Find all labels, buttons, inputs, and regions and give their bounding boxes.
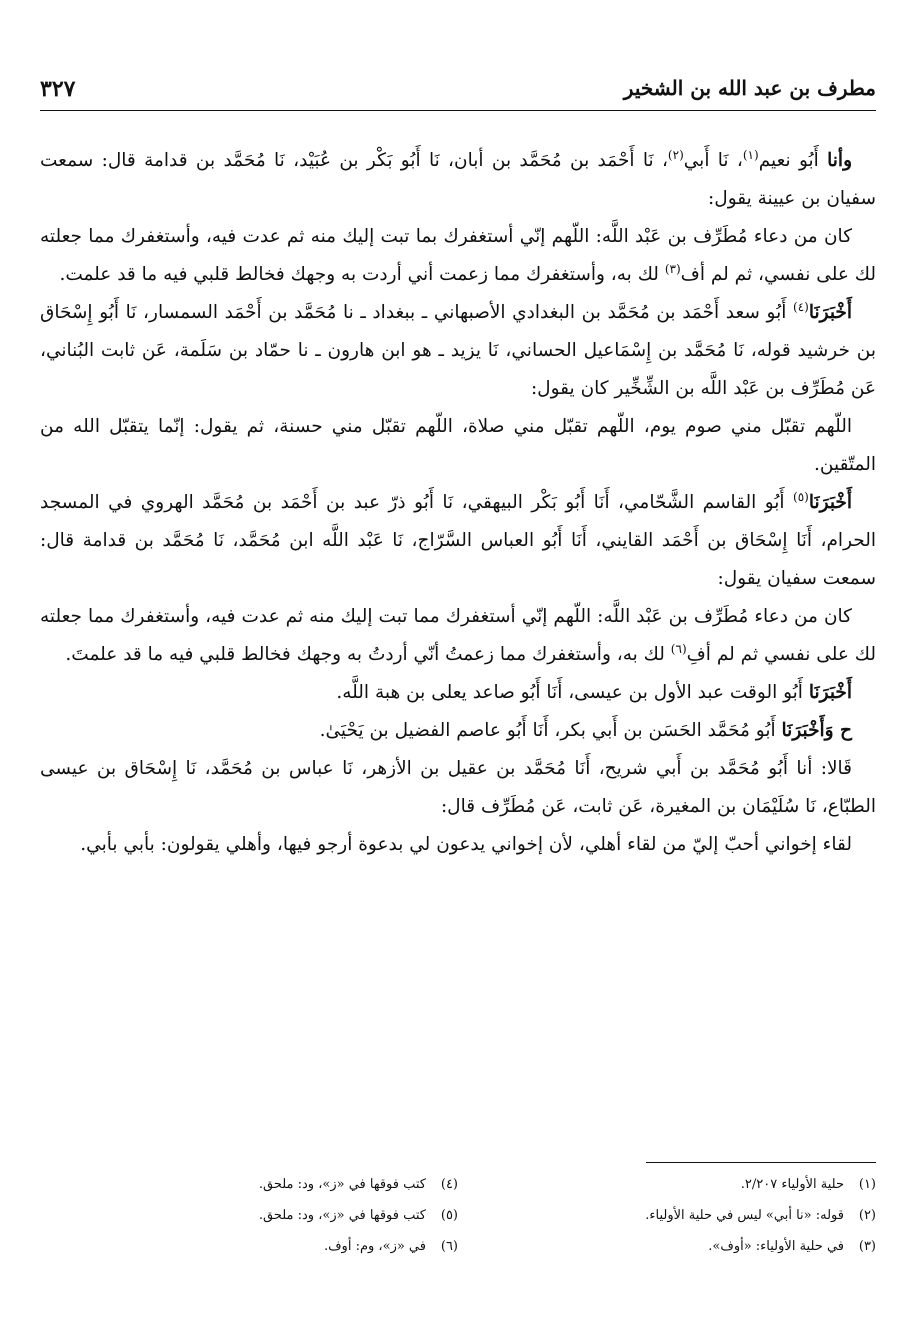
footnote bbox=[458, 1200, 876, 1231]
paragraph-text: لقاء إخواني أحبّ إليّ من لقاء أهلي، لأن إخواني يدعون لي بدعوة أرجو فيها، وأهلي يقولون: بأبي بأبي. bbox=[80, 834, 852, 855]
paragraph bbox=[40, 826, 876, 864]
footnote-text: حلية الأولياء ٢/٢٠٧. bbox=[740, 1177, 844, 1192]
paragraph bbox=[40, 218, 876, 294]
footnote bbox=[40, 1169, 458, 1200]
footnote-text: في «ز»، وم: أوف. bbox=[323, 1239, 426, 1254]
footnote-ref: (٥) bbox=[793, 489, 809, 504]
footnote bbox=[40, 1200, 458, 1231]
footnote-text: في حلية الأولياء: «أوف». bbox=[708, 1239, 844, 1254]
chain-keyword: ح وَأَخْبَرَنَا bbox=[781, 720, 852, 741]
paragraph bbox=[40, 484, 876, 598]
footnote-column-right bbox=[458, 1169, 876, 1262]
paragraph-text: أَبُو نعيم bbox=[758, 150, 828, 171]
paragraph bbox=[40, 598, 876, 674]
footnote-number: (١) bbox=[858, 1177, 876, 1192]
footnote bbox=[40, 1231, 458, 1262]
paragraph-text: كان من دعاء مُطَرِّف بن عَبْد اللَّه: اللّهم إنّي أستغفرك مما تبت إليك منه ثم عدت فيه، وأستغفرك مما جعلته لك على نفسي ثم لم أفِ bbox=[40, 606, 876, 665]
paragraph-text: اللّهم تقبّل مني صوم يوم، اللّهم تقبّل مني صلاة، اللّهم تقبّل مني حسنة، ثم يقول: إنّما يتقبّل الله من المتّقين. bbox=[40, 416, 876, 475]
paragraph-text: ، نَا أَبي bbox=[683, 150, 743, 171]
paragraph bbox=[40, 408, 876, 484]
footnote-number: (٦) bbox=[440, 1239, 458, 1254]
paragraph-text: أَبُو القاسم الشَّحّامي، أَنَا أَبُو بَكْر البيهقي، نَا أَبُو ذرّ عبد بن أَحْمَد بن مُحَمَّد الهروي في المسجد الحرام، أَنَا إِسْحَاق بن أَحْمَد القايني، أَنَا أَبُو العباس السَّرّاج، نَا عَبْد اللَّه ابن مُحَمَّد، نَا مُحَمَّد بن قدامة قال: سمعت سفيان يقول: bbox=[40, 492, 876, 589]
footnote bbox=[458, 1169, 876, 1200]
paragraph-text: أَبُو مُحَمَّد الحَسَن بن أَبي بكر، أَنَا أَبُو عاصم الفضيل بن يَحْيَىٰ. bbox=[319, 720, 782, 741]
footnote-number: (٤) bbox=[440, 1177, 458, 1192]
paragraph-text: أَبُو سعد أَحْمَد بن مُحَمَّد بن البغدادي الأصبهاني ـ ببغداد ـ نا مُحَمَّد بن أَحْمَد السمسار، نَا أَبُو إِسْحَاق بن خرشيد قوله، نَا مُحَمَّد بن إِسْمَاعيل الحساني، نَا يزيد ـ هو ابن هارون ـ نا حمّاد بن سَلَمة، عَن ثابت البُناني، عَن مُطَرِّف بن عَبْد اللَّه بن الشِّخِّير كان يقول: bbox=[40, 302, 876, 399]
paragraph-text: ، نَا أَحْمَد بن مُحَمَّد بن أبان، نَا أَبُو بَكْر بن عُبَيْد، نَا مُحَمَّد بن قدامة قال: سمعت سفيان بن عيينة يقول: bbox=[40, 150, 876, 209]
footnote-ref: (٤) bbox=[793, 299, 809, 314]
footnote-column-left bbox=[40, 1169, 458, 1262]
footnote bbox=[458, 1231, 876, 1262]
running-title: مطرف بن عبد الله بن الشخير bbox=[623, 76, 876, 100]
footnotes bbox=[40, 1162, 876, 1262]
main-text bbox=[40, 142, 876, 864]
page-header bbox=[40, 68, 876, 111]
paragraph-text: كان من دعاء مُطَرِّف بن عَبْد اللَّه: اللّهم إنّي أستغفرك بما تبت إليك منه ثم عدت فيه، وأستغفرك مما جعلته لك على نفسي، ثم لم أف bbox=[40, 226, 876, 285]
paragraph bbox=[40, 142, 876, 218]
footnote-number: (٢) bbox=[858, 1208, 876, 1223]
footnote-text: كتب فوقها في «ز»، ود: ملحق. bbox=[258, 1208, 426, 1223]
footnote-text: قوله: «نا أبي» ليس في حلية الأولياء. bbox=[645, 1208, 844, 1223]
paragraph-text: لك به، وأستغفرك مما زعمت أني أردت به وجهك فخالط قلبي فيه ما قد علمت. bbox=[59, 264, 665, 285]
footnote-ref: (١) bbox=[742, 147, 759, 162]
paragraph bbox=[40, 674, 876, 712]
paragraph-text: لك به، وأستغفرك مما زعمتُ أنّي أردتُ به وجهك فخالط قلبي فيه ما قد علمتَ. bbox=[65, 644, 671, 665]
footnote-text: كتب فوقها في «ز»، ود: ملحق. bbox=[258, 1177, 426, 1192]
footnote-ref: (٦) bbox=[670, 641, 687, 656]
footnote-number: (٣) bbox=[858, 1239, 876, 1254]
footnote-number: (٥) bbox=[440, 1208, 458, 1223]
chain-keyword: أَخْبَرَنَا bbox=[808, 682, 852, 703]
footnote-ref: (٣) bbox=[664, 261, 681, 276]
page-number: ٣٢٧ bbox=[40, 76, 76, 102]
paragraph-text: أَبُو الوقت عبد الأول بن عيسى، أَنَا أَبُو صاعد يعلى بن هبة اللَّه. bbox=[336, 682, 809, 703]
paragraph bbox=[40, 712, 876, 750]
paragraph bbox=[40, 750, 876, 826]
paragraph bbox=[40, 294, 876, 408]
footnote-ref: (٢) bbox=[667, 147, 684, 162]
paragraph-text: قَالا: أنا أَبُو مُحَمَّد بن أَبي شريح، أَنَا مُحَمَّد بن عقيل بن الأزهر، نَا عباس بن مُحَمَّد، نَا إِسْحَاق بن عيسى الطبّاع، نَا سُلَيْمَان بن المغيرة، عَن ثابت، عَن مُطَرِّف قال: bbox=[40, 758, 876, 817]
footnote-rule bbox=[646, 1162, 876, 1163]
chain-keyword: أَخْبَرَنَا bbox=[808, 302, 852, 323]
chain-keyword: وأنا bbox=[827, 150, 852, 171]
chain-keyword: أَخْبَرَنَا bbox=[808, 492, 852, 513]
